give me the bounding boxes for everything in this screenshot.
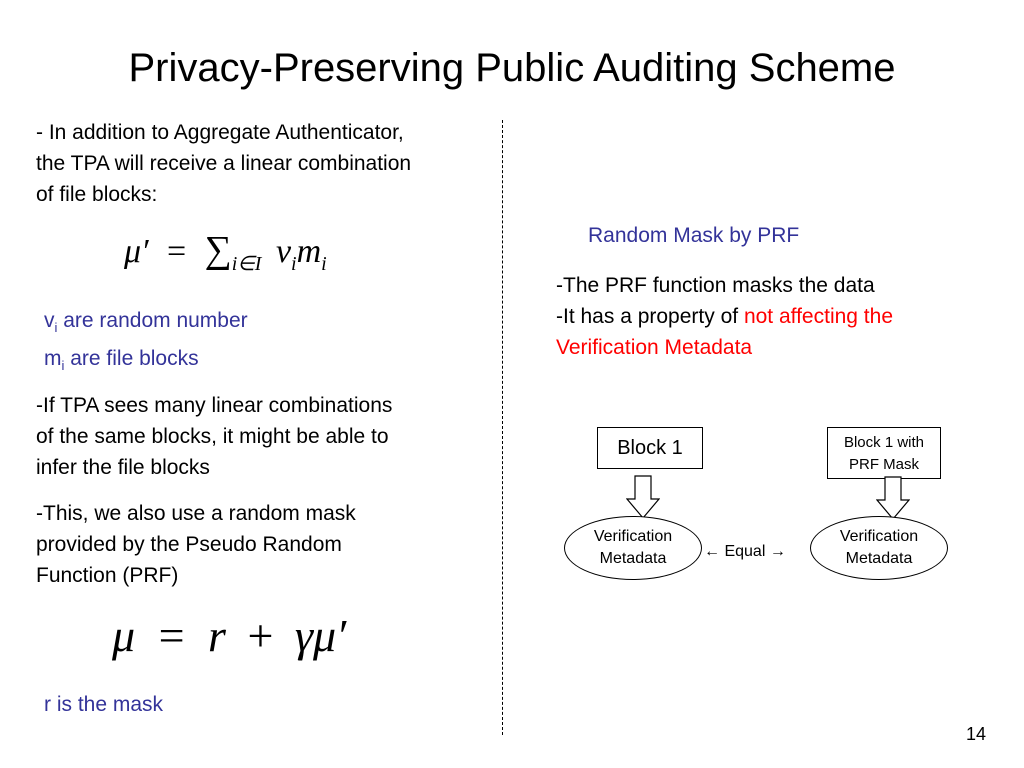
mask-note: r is the mask xyxy=(44,693,164,716)
prf-point-2-prefix: -It has a property of xyxy=(556,305,744,328)
intro-line: the TPA will receive a linear combination xyxy=(36,152,412,175)
formula2-lhs: μ xyxy=(112,610,136,661)
formula2-mu-prime: μ′ xyxy=(313,610,347,661)
mask-line: -This, we also use a random mask xyxy=(36,502,356,525)
verification-metadata-left xyxy=(564,516,702,580)
m-subscript: i xyxy=(321,252,327,275)
formula-masked-response xyxy=(112,608,346,664)
formula2-plus: + xyxy=(247,610,274,661)
equal-label: Equal xyxy=(720,543,770,560)
formula2-r: r xyxy=(208,610,226,661)
m-symbol: m xyxy=(44,347,62,371)
block1-prf-box xyxy=(827,427,941,479)
formula-equals: = xyxy=(167,233,187,270)
definition-m xyxy=(44,343,464,381)
arrow-left-icon: ← xyxy=(704,543,720,560)
intro-line: of file blocks: xyxy=(36,183,158,206)
column-divider xyxy=(502,120,503,735)
v-subscript: i xyxy=(54,320,58,336)
inference-paragraph xyxy=(36,390,496,483)
slide-title: Privacy-Preserving Public Auditing Scheme xyxy=(128,46,896,90)
formula-linear-combination xyxy=(124,228,327,286)
definition-v xyxy=(44,305,464,343)
formula2-gamma: γ xyxy=(294,610,314,661)
vm-right-line: Verification xyxy=(839,528,919,545)
formula-lhs: μ′ xyxy=(124,233,149,270)
summation-symbol: ∑ xyxy=(204,229,232,271)
nu-subscript: i xyxy=(291,252,297,275)
formula2-equals: = xyxy=(158,610,185,661)
m-description: are file blocks xyxy=(64,347,199,371)
m-variable: m xyxy=(296,233,322,270)
vm-left-line: Verification xyxy=(593,528,673,545)
prf-point-2-highlight-cont: Verification Metadata xyxy=(556,336,753,359)
block1-prf-line: PRF Mask xyxy=(848,456,919,473)
inference-line: of the same blocks, it might be able to xyxy=(36,425,389,448)
v-description: are random number xyxy=(57,309,248,332)
verification-metadata-right xyxy=(810,516,948,580)
inference-line: -If TPA sees many linear combinations xyxy=(36,394,393,417)
prf-point-2 xyxy=(556,301,996,332)
m-subscript-def: i xyxy=(61,358,65,374)
mask-line: provided by the Pseudo Random xyxy=(36,533,342,556)
block1-prf-line: Block 1 with xyxy=(843,434,925,451)
prf-point-2-highlight: not affecting the xyxy=(743,305,893,328)
intro-line: - In addition to Aggregate Authenticator, xyxy=(36,121,404,144)
v-symbol: v xyxy=(44,309,55,332)
intro-paragraph xyxy=(36,117,506,210)
down-arrow-icon xyxy=(876,476,910,520)
prf-heading: Random Mask by PRF xyxy=(588,224,800,247)
page-number: 14 xyxy=(965,724,986,744)
variable-definitions xyxy=(44,305,464,381)
mask-line: Function (PRF) xyxy=(36,564,179,587)
equal-relation xyxy=(704,541,786,563)
summation-subscript: i∈I xyxy=(231,252,262,275)
down-arrow-icon xyxy=(626,475,660,519)
prf-description xyxy=(556,270,996,363)
vm-left-line: Metadata xyxy=(599,550,667,567)
arrow-right-icon: → xyxy=(769,543,786,560)
nu-variable: ν xyxy=(275,233,292,270)
mask-paragraph xyxy=(36,498,496,591)
block1-box: Block 1 xyxy=(597,427,703,469)
vm-right-line: Metadata xyxy=(845,550,913,567)
inference-line: infer the file blocks xyxy=(36,456,210,479)
prf-point-1: -The PRF function masks the data xyxy=(556,274,875,297)
